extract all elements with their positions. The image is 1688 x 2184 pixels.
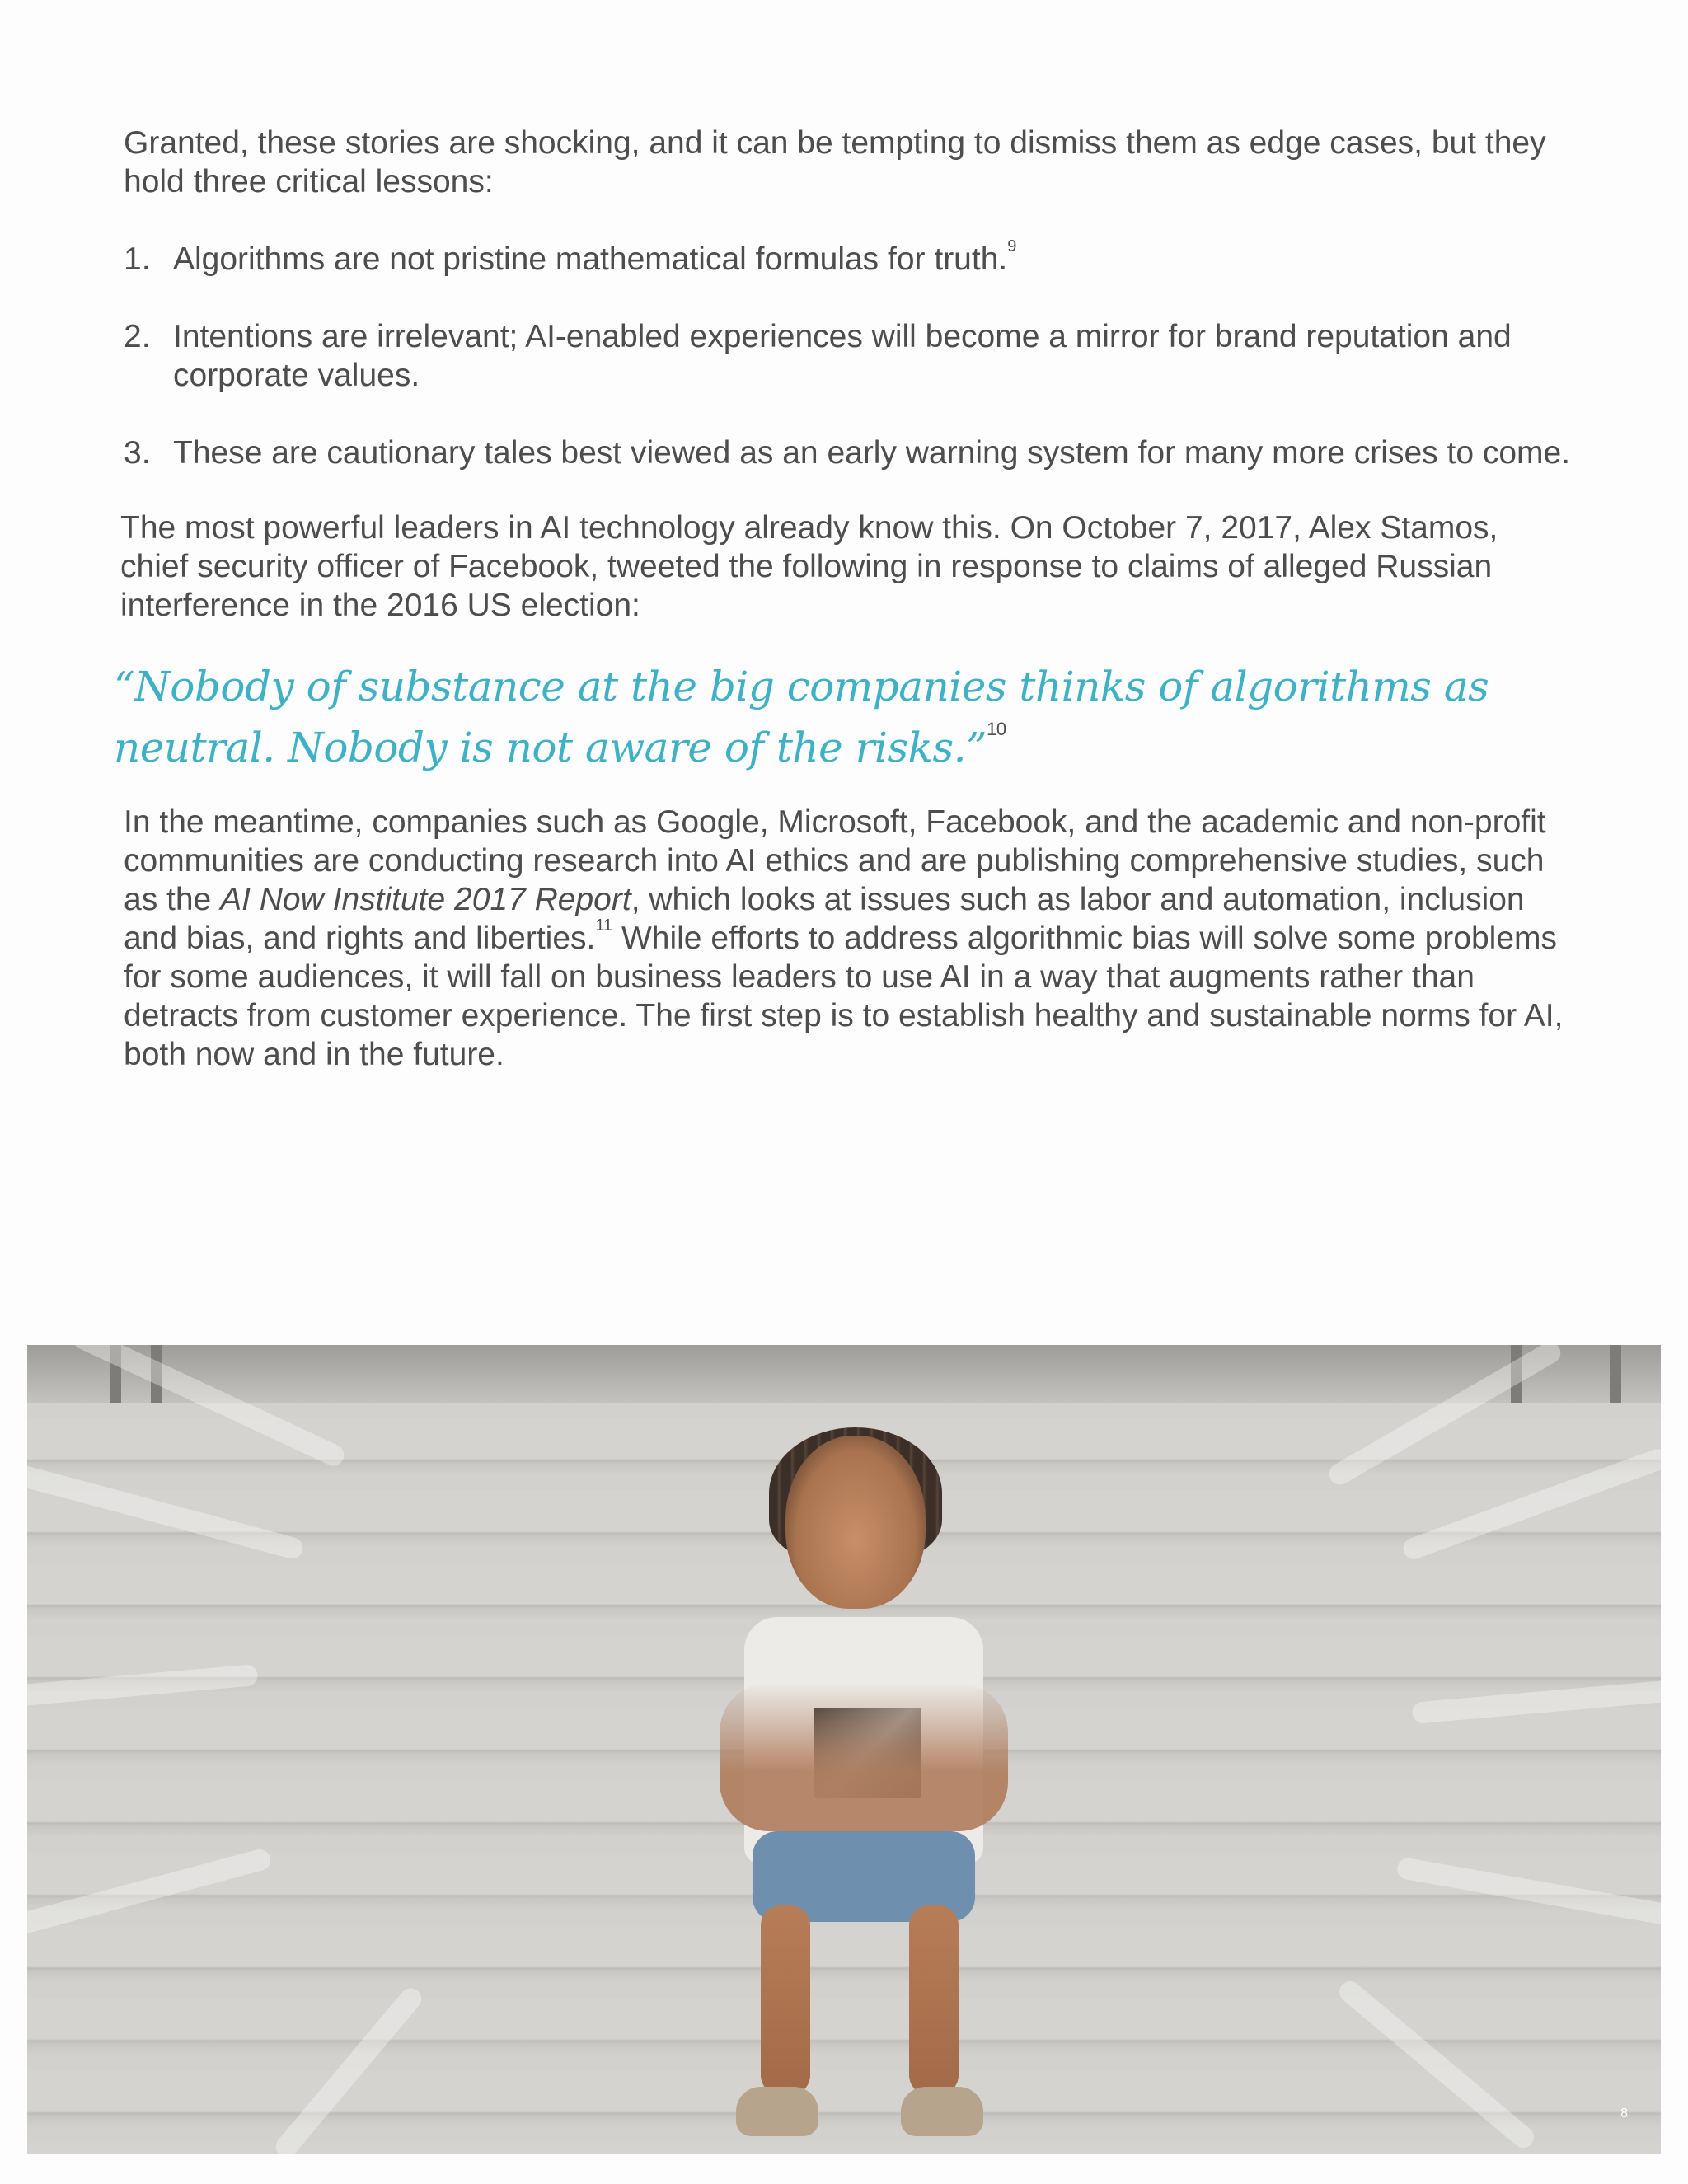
list-item-text: These are cautionary tales best viewed as an early warning system for many more crises to come. [173,435,1571,471]
pull-quote [114,656,1574,778]
left-leg [761,1905,810,2095]
stamos-paragraph: The most powerful leaders in AI technology already know this. On October 7, 2017, Alex Stamos, chief security officer of Facebook, tweeted the following in response to claims of alleged Russian interference in the 2016 US election: [120,510,1498,623]
meantime-text-part3: While efforts to address algorithmic bias will solve some problems for some audiences, it will fall on business leaders to use AI in a way that augments rather than detracts from customer experience. The first step is to establish healthy and sustainable norms for AI, both now and in the future. [124,921,1564,1072]
list-item-number: 3. [124,435,151,471]
meantime-paragraph [124,803,1574,1074]
page-number: 8 [1620,2107,1628,2121]
left-shoe [736,2087,818,2136]
light-ray [27,1464,305,1561]
photo-background-band [27,1345,1661,1403]
list-item-text: Intentions are irrelevant; AI-enabled experiences will become a mirror for brand reputation and corporate values. [173,319,1512,393]
light-ray [1335,1977,1539,2153]
seated-man [703,1436,1016,2136]
footnote-marker: 10 [987,719,1006,740]
pull-quote-text: “Nobody of substance at the big companies thinks of algorithms as neutral. Nobody is not aware of the risks.” [114,663,1489,771]
list-item [124,434,1574,472]
list-item [124,317,1574,395]
head [785,1436,926,1609]
right-shoe [901,2087,983,2136]
list-item-number: 1. [124,241,151,277]
railing-post [1610,1345,1621,1403]
meantime-text-part1: In the meantime, companies such as Google, Microsoft, Facebook, and the academic and non-profit communities are conducting research into AI ethics and are publishing comprehensive studies, such as the [124,804,1546,917]
light-ray [1400,1446,1661,1563]
list-item-text: Algorithms are not pristine mathematical formulas for truth. [173,241,1008,277]
light-ray [27,1664,259,1707]
right-leg [909,1905,959,2095]
intro-paragraph: Granted, these stories are shocking, and it can be tempting to dismiss them as edge cases, but they hold three critical lessons: [124,125,1546,199]
report-title: AI Now Institute 2017 Report [220,882,631,917]
light-ray [1411,1680,1661,1724]
arms [720,1683,1008,1831]
lesson-list [124,237,1574,472]
list-item-number: 2. [124,319,151,354]
footnote-marker: 11 [595,916,613,935]
light-ray [271,1984,425,2154]
footnote-marker: 9 [1007,237,1017,255]
list-item [124,237,1574,279]
light-ray [27,1847,273,1936]
light-ray [1395,1857,1661,1927]
stairs-photo [27,1345,1661,2154]
meantime-text-part2: , which looks at issues such as labor and automation, inclusion and bias, and rights and liberties. [124,882,1525,956]
page-content [114,124,1574,1074]
